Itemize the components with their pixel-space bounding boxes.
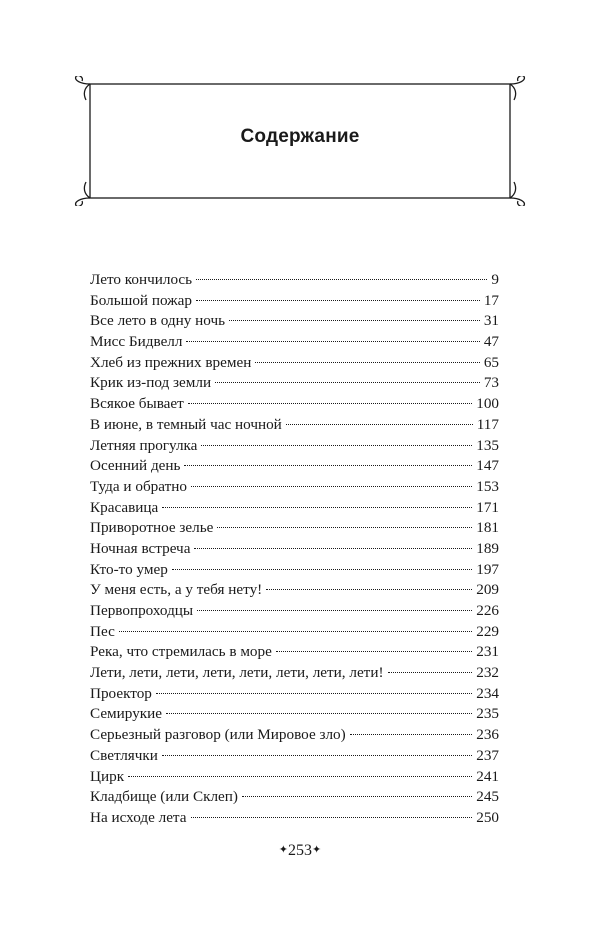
dot-leader — [242, 796, 472, 797]
toc-entry — [90, 539, 499, 560]
toc-entry — [90, 270, 499, 291]
dot-leader — [350, 734, 473, 735]
dot-leader — [201, 445, 472, 446]
toc-entry-page: 47 — [483, 333, 499, 351]
toc-entry-page: 235 — [476, 705, 499, 723]
toc-entry — [90, 415, 499, 436]
dot-leader — [217, 527, 472, 528]
dot-leader — [191, 486, 472, 487]
toc-entry — [90, 436, 499, 457]
toc-entry-title: Кто-то умер — [90, 560, 168, 578]
dot-leader — [162, 507, 472, 508]
toc-entry-page: 229 — [476, 622, 499, 640]
toc-entry-title: Мисс Бидвелл — [90, 333, 183, 351]
dot-leader — [186, 341, 479, 342]
toc-entry-title: Цирк — [90, 767, 125, 785]
toc-entry — [90, 808, 499, 829]
toc-entry-page: 226 — [476, 602, 499, 619]
dot-leader — [255, 362, 479, 363]
dot-leader — [196, 279, 487, 280]
toc-entry — [90, 332, 499, 353]
toc-entry-title: У меня есть, а у тебя нету! — [90, 581, 263, 599]
toc-entry-page: 197 — [476, 560, 499, 578]
toc-entry — [90, 663, 499, 684]
toc-entry — [90, 456, 499, 477]
toc-entry-title: Пес — [90, 622, 115, 640]
toc-entry-title: Ночная встреча — [90, 539, 191, 557]
dot-leader — [388, 672, 473, 673]
toc-entry-title: Светлячки — [90, 746, 158, 764]
toc-entry-page: 17 — [483, 291, 499, 309]
dot-leader — [188, 403, 472, 404]
dot-leader — [119, 631, 472, 632]
toc-entry — [90, 580, 499, 601]
toc-entry-title: Красавица — [90, 498, 159, 516]
toc-entry — [90, 498, 499, 519]
toc-entry-page: 9 — [491, 271, 499, 288]
toc-entry — [90, 684, 499, 705]
dot-leader — [197, 610, 472, 611]
toc-entry-title: Лети, лети, лети, лети, лети, лети, лети, лети! — [90, 664, 384, 682]
toc-entry-title: Река, что стремилась в море — [90, 643, 272, 661]
toc-entry-page: 245 — [476, 788, 499, 806]
toc-entry-title: Все лето в одну ночь — [90, 312, 226, 330]
toc-entry-page: 100 — [476, 395, 499, 413]
toc-entry-page: 237 — [476, 746, 499, 764]
dot-leader — [276, 651, 472, 652]
toc-entry-page: 241 — [476, 767, 499, 785]
toc-entry-page: 231 — [476, 643, 499, 661]
toc-entry-title: Кладбище (или Склеп) — [90, 788, 238, 806]
toc-entry-page: 234 — [476, 684, 499, 702]
toc-entry-title: Лето кончилось — [90, 271, 193, 288]
toc-entry — [90, 353, 499, 374]
toc-entry-page: 147 — [476, 457, 499, 475]
toc-entry-page: 236 — [476, 726, 499, 744]
ornament-left-icon: ✦ — [278, 844, 288, 856]
dot-leader — [162, 755, 472, 756]
dot-leader — [286, 424, 473, 425]
toc-entry — [90, 373, 499, 394]
toc-entry-page: 171 — [476, 498, 499, 516]
dot-leader — [172, 569, 472, 570]
toc-entry-title: Проектор — [90, 684, 152, 702]
page-title: Содержание — [240, 126, 360, 147]
toc-entry — [90, 787, 499, 808]
toc-entry — [90, 394, 499, 415]
dot-leader — [156, 693, 472, 694]
toc-entry-title: Большой пожар — [90, 291, 193, 309]
toc-entry-page: 153 — [476, 477, 499, 495]
page-number: 253 — [288, 842, 312, 859]
toc-entry — [90, 746, 499, 767]
toc-entry-title: Приворотное зелье — [90, 519, 214, 537]
toc-entry — [90, 560, 499, 581]
dot-leader — [184, 465, 472, 466]
toc-entry — [90, 622, 499, 643]
toc-entry-page: 135 — [476, 436, 499, 454]
toc-entry-title: Летняя прогулка — [90, 436, 198, 454]
dot-leader — [191, 817, 473, 818]
dot-leader — [215, 382, 480, 383]
toc-entry-title: Всякое бывает — [90, 395, 184, 413]
toc-entry-page: 31 — [483, 312, 499, 330]
toc-entry — [90, 311, 499, 332]
dot-leader — [128, 776, 472, 777]
toc-entry-page: 181 — [476, 519, 499, 537]
toc-entry-title: Туда и обратно — [90, 477, 187, 495]
toc-entry-title: Хлеб из прежних времен — [90, 353, 252, 371]
page-number-footer — [0, 842, 600, 860]
toc-entry-page: 117 — [476, 415, 499, 433]
toc-entry-page: 73 — [483, 374, 499, 392]
toc-entry-page: 189 — [476, 539, 499, 557]
dot-leader — [166, 713, 472, 714]
dot-leader — [266, 589, 472, 590]
toc-entry-title: Осенний день — [90, 457, 181, 475]
toc-entry — [90, 767, 499, 788]
toc-entry — [90, 725, 499, 746]
dot-leader — [194, 548, 472, 549]
toc-entry — [90, 642, 499, 663]
toc-entry-title: Семирукие — [90, 705, 163, 723]
toc-entry — [90, 291, 499, 312]
toc-entry-page: 209 — [476, 581, 499, 599]
toc-entry-title: В июне, в темный час ночной — [90, 415, 282, 433]
table-of-contents — [90, 270, 499, 829]
toc-entry-title: Первопроходцы — [90, 602, 194, 619]
toc-entry-page: 232 — [476, 664, 499, 682]
toc-entry-title: Крик из-под земли — [90, 374, 212, 392]
toc-entry — [90, 601, 499, 622]
dot-leader — [229, 320, 480, 321]
toc-entry — [90, 518, 499, 539]
toc-entry — [90, 704, 499, 725]
toc-entry-title: Серьезный разговор (или Мировое зло) — [90, 726, 346, 744]
ornament-right-icon: ✦ — [312, 844, 322, 856]
dot-leader — [196, 300, 480, 301]
toc-entry — [90, 477, 499, 498]
toc-entry-page: 65 — [483, 353, 499, 371]
toc-entry-page: 250 — [476, 808, 499, 826]
toc-entry-title: На исходе лета — [90, 808, 187, 826]
